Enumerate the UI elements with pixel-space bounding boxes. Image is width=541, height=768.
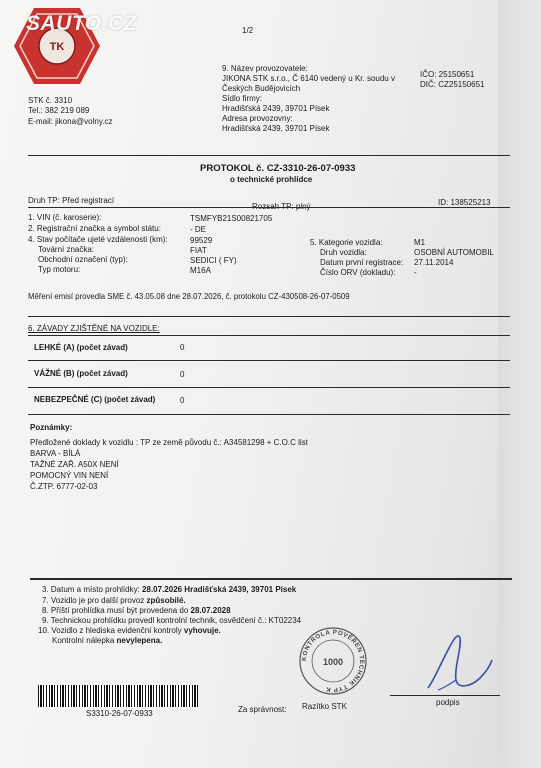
defects-serious-count: 0: [180, 370, 185, 379]
next-inspection-label: 8. Příští prohlídka musí být provedena do: [42, 606, 191, 615]
category-value: M1: [414, 238, 426, 247]
seat-label: Sídlo firmy:: [222, 94, 263, 103]
barcode-number: S3310-26-07-0933: [86, 709, 153, 718]
station-email: E-mail: jikona@volny.cz: [28, 117, 113, 126]
vehicle-kind-value: OSOBNÍ AUTOMOBIL: [414, 248, 494, 257]
notes-line: Č.ZTP. 6777-02-03: [30, 482, 98, 491]
defects-heading: 6. ZÁVADY ZJIŠTĚNÉ NA VOZIDLE:: [28, 324, 160, 333]
category-label: 5. Kategorie vozidla:: [310, 238, 383, 247]
notes-line: POMOCNÝ VIN NENÍ: [30, 471, 109, 480]
underlying-page-edge: [498, 0, 541, 768]
notes-heading: Poznámky:: [30, 423, 73, 432]
sticker-value: nevylepena.: [116, 636, 163, 645]
premises-value: Hradišťská 2439, 39701 Písek: [222, 124, 330, 133]
defects-serious-label: VÁŽNÉ (B) (počet závad): [34, 369, 128, 378]
svg-text:TK: TK: [49, 41, 65, 53]
notes-line: Předložené doklady k vozidlu : TP ze země původu č.: A34581298 + C.O.C list: [30, 438, 308, 447]
stamp-label: Razítko STK: [302, 702, 347, 711]
protocol-subtitle: o technické prohlídce: [230, 175, 313, 184]
vehicle-kind-label: Druh vozidla:: [320, 248, 367, 257]
registration-check-value: vyhovuje.: [183, 626, 221, 635]
station-phone: Tel.: 382 219 089: [28, 106, 90, 115]
divider: [28, 207, 510, 208]
model-label: Obchodní označení (typ):: [38, 255, 128, 264]
divider: [28, 387, 510, 388]
handwritten-signature: [420, 610, 500, 700]
inspection-type: Druh TP: Před registrací: [28, 196, 115, 205]
technician-line: 9. Technickou prohlídku provedl kontrolní technik, osvědčení č.: KT02234: [42, 616, 302, 625]
premises-label: Adresa provozovny:: [222, 114, 293, 123]
divider: [28, 155, 510, 156]
defects-dangerous-count: 0: [180, 396, 185, 405]
brand-value: FIAT: [190, 246, 207, 255]
svg-text:1000: 1000: [322, 657, 344, 667]
dic: DIČ: CZ25150651: [420, 80, 485, 89]
roadworthy-line: [42, 596, 186, 605]
watermark: SAUTO.CZ: [26, 12, 137, 35]
operator-name-2: Českých Budějovicích: [222, 84, 301, 93]
vin-value: TSMFYB21S00821705: [190, 214, 273, 223]
next-inspection-line: [42, 606, 231, 615]
defects-light-label: LEHKÉ (A) (počet závad): [34, 343, 128, 352]
roadworthy-value: způsobilé.: [146, 596, 186, 605]
defects-dangerous-label: NEBEZPEČNÉ (C) (počet závad): [34, 395, 156, 404]
first-registration-value: 27.11.2014: [414, 258, 454, 267]
signature-label: podpis: [436, 698, 460, 707]
emissions-text: Měření emisí provedla SME č. 43.05.08 dne 28.07.2026, č. protokolu CZ-430508-26-07-0509: [28, 292, 350, 301]
protocol-id: ID: 138525213: [438, 198, 491, 207]
stk-stamp: [298, 626, 368, 696]
page-number: 1/2: [242, 26, 254, 35]
orv-label: Číslo ORV (dokladu):: [320, 268, 396, 277]
barcode: [38, 685, 198, 707]
ico: IČO: 25150651: [420, 70, 475, 79]
engine-value: M16A: [190, 266, 211, 275]
registration-check-label: 10. Vozidlo z hlediska evidenční kontroly: [38, 626, 184, 635]
notes-line: TAŽNÉ ZAŘ. A50X NENÍ: [30, 460, 119, 469]
first-registration-label: Datum první registrace:: [320, 258, 404, 267]
odometer-label: 4. Stav počítače ujeté vzdálenosti (km):: [28, 235, 168, 244]
registration-value: - DE: [190, 225, 206, 234]
station-number: STK č. 3310: [28, 96, 73, 105]
signature-line: [390, 695, 500, 696]
engine-label: Typ motoru:: [38, 265, 81, 274]
divider: [28, 335, 510, 336]
inspection-date-value: 28.07.2026 Hradišťská 2439, 39701 Písek: [142, 585, 297, 594]
correctness-label: Za správnost:: [238, 705, 287, 714]
svg-text:KONTROLA POVĚŘEN TECHNIK TYP K: KONTROLA POVĚŘEN TECHNIK TYP K: [300, 628, 366, 694]
roadworthy-label: 7. Vozidlo je pro další provoz: [42, 596, 147, 605]
model-value: SEDICI ( FY): [190, 256, 237, 265]
orv-value: -: [414, 268, 417, 277]
odometer-value: 99529: [190, 236, 213, 245]
registration-check-line: [38, 626, 221, 635]
sticker-label: Kontrolní nálepka: [52, 636, 117, 645]
vin-label: 1. VIN (č. karoserie):: [28, 213, 102, 222]
divider: [28, 360, 510, 361]
seat-value: Hradišťská 2439, 39701 Písek: [222, 104, 330, 113]
inspection-date-line: [42, 585, 296, 594]
registration-label: 2. Registrační značka a symbol státu:: [28, 224, 161, 233]
defects-light-count: 0: [180, 343, 185, 352]
operator-heading: 9. Název provozovatele:: [222, 64, 308, 73]
divider: [28, 414, 510, 415]
notes-line: BARVA - BÍLÁ: [30, 449, 81, 458]
sticker-line: [52, 636, 162, 645]
next-inspection-value: 28.07.2028: [190, 606, 231, 615]
divider: [28, 316, 510, 317]
protocol-title: PROTOKOL č. CZ-3310-26-07-0933: [200, 163, 356, 174]
brand-label: Tovární značka:: [38, 245, 95, 254]
inspection-date-label: 3. Datum a místo prohlídky:: [42, 585, 143, 594]
operator-name: JIKONA STK s.r.o., Č 6140 vedený u Kr. soudu v: [222, 74, 395, 83]
divider: [30, 578, 512, 580]
